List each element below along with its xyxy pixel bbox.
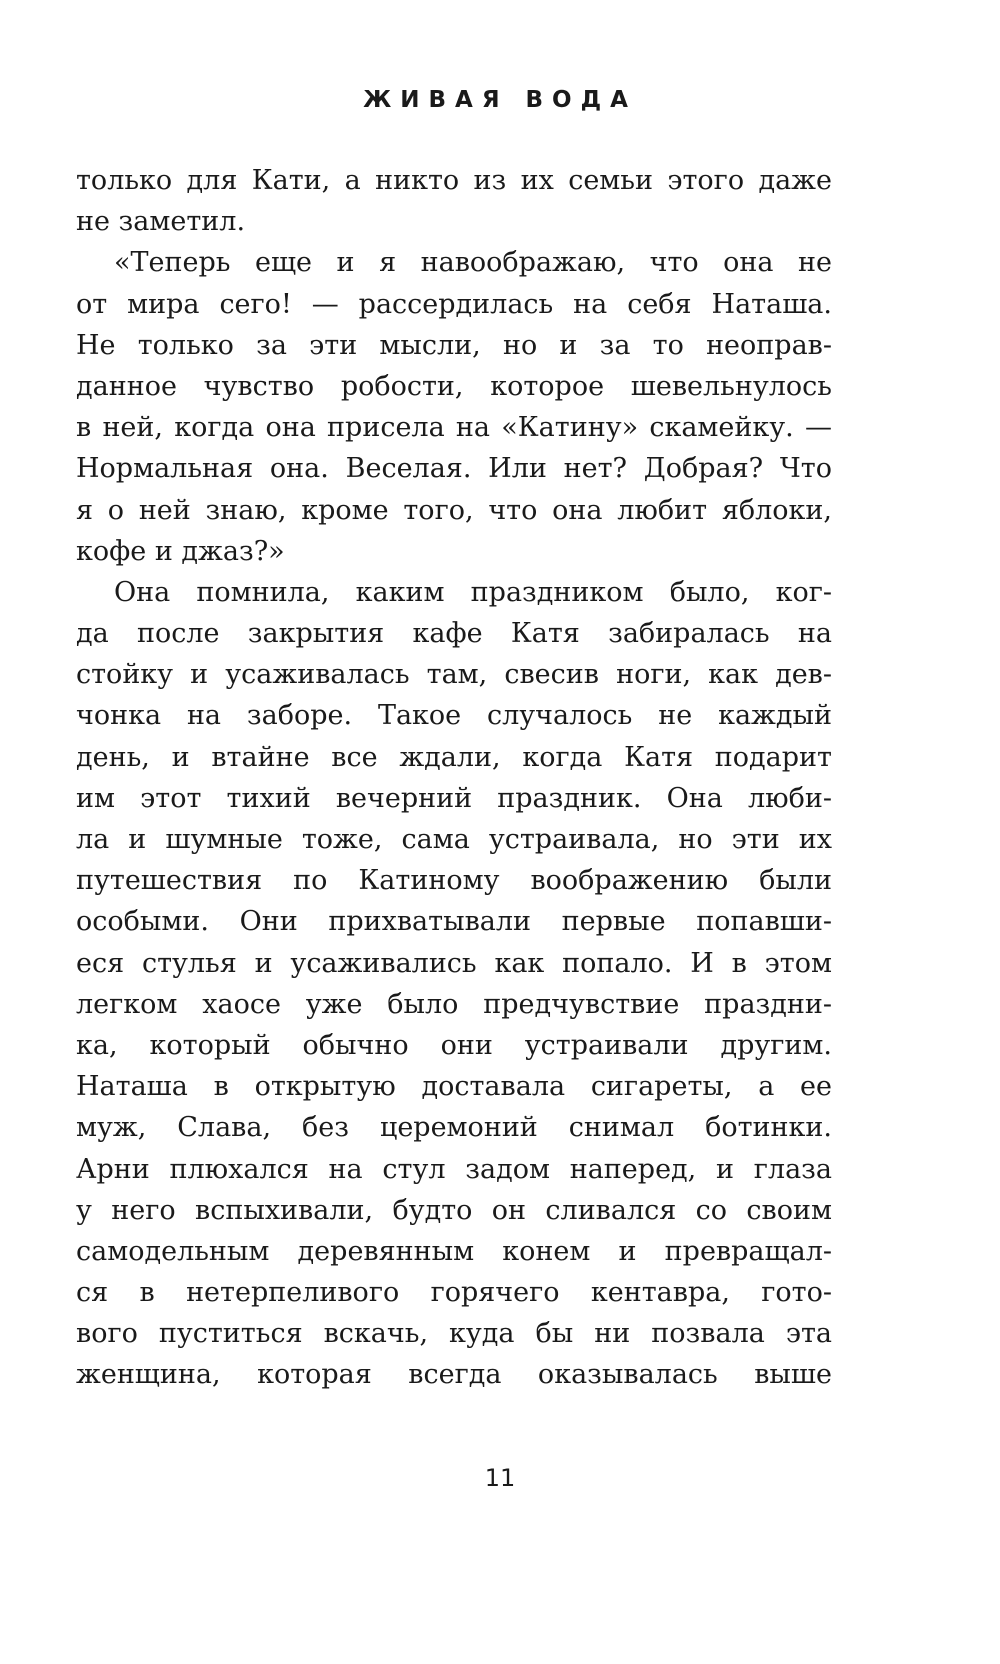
text-line: Не только за эти мысли, но и за то неоправ- bbox=[76, 329, 832, 361]
text-line: Наташа в открытую доставала сигареты, а ее bbox=[76, 1071, 832, 1103]
text-line: не заметил. bbox=[76, 206, 246, 238]
text-line: Арни плюхался на стул задом наперед, и глаза bbox=[76, 1153, 832, 1185]
running-title: ЖИВАЯ ВОДА bbox=[363, 87, 637, 113]
text-line: еся стулья и усаживались как попало. И в этом bbox=[76, 947, 832, 979]
text-line: муж, Слава, без церемоний снимал ботинки. bbox=[76, 1112, 832, 1144]
text-line: только для Кати, а никто из их семьи этого даже bbox=[76, 165, 832, 196]
text-line: самодельным деревянным конем и превращал- bbox=[76, 1235, 832, 1267]
text-line: Нормальная она. Веселая. Или нет? Добрая? Что bbox=[76, 453, 832, 485]
text-line: особыми. Они прихватывали первые попавши- bbox=[76, 906, 832, 938]
text-line: легком хаосе уже было предчувствие праздни- bbox=[76, 988, 832, 1020]
text-line: ся в нетерпеливого горячего кентавра, гото- bbox=[76, 1277, 832, 1309]
text-line: им этот тихий вечерний праздник. Она люби- bbox=[76, 782, 832, 814]
text-line: ла и шумные тоже, сама устраивала, но эти их bbox=[76, 824, 832, 855]
text-line: «Теперь еще и я навоображаю, что она не bbox=[114, 247, 832, 279]
body-text bbox=[76, 160, 832, 1396]
text-line: день, и втайне все ждали, когда Катя подарит bbox=[76, 741, 832, 773]
text-line: кофе и джаз?» bbox=[76, 535, 285, 567]
text-line: у него вспыхивали, будто он сливался со своим bbox=[76, 1194, 832, 1226]
text-line: от мира сего! — рассердилась на себя Наташа. bbox=[76, 288, 832, 320]
text-line: чонка на заборе. Такое случалось не каждый bbox=[76, 700, 832, 732]
text-line: стойку и усаживалась там, свесив ноги, как дев- bbox=[76, 659, 832, 691]
text-line: в ней, когда она присела на «Катину» скамейку. — bbox=[76, 412, 832, 444]
text-line: я о ней знаю, кроме того, что она любит яблоки, bbox=[76, 494, 832, 526]
text-line: путешествия по Катиному воображению были bbox=[76, 865, 832, 897]
text-line: да после закрытия кафе Катя забиралась на bbox=[76, 618, 832, 650]
text-line: Она помнила, каким праздником было, ког- bbox=[114, 576, 832, 608]
text-line: данное чувство робости, которое шевельнулось bbox=[76, 370, 832, 402]
text-line: вого пуститься вскачь, куда бы ни позвала эта bbox=[76, 1318, 832, 1350]
text-line: ка, который обычно они устраивали другим. bbox=[76, 1029, 832, 1061]
page-number: 11 bbox=[484, 1464, 516, 1492]
text-line: женщина, которая всегда оказывалась выше bbox=[76, 1359, 832, 1391]
